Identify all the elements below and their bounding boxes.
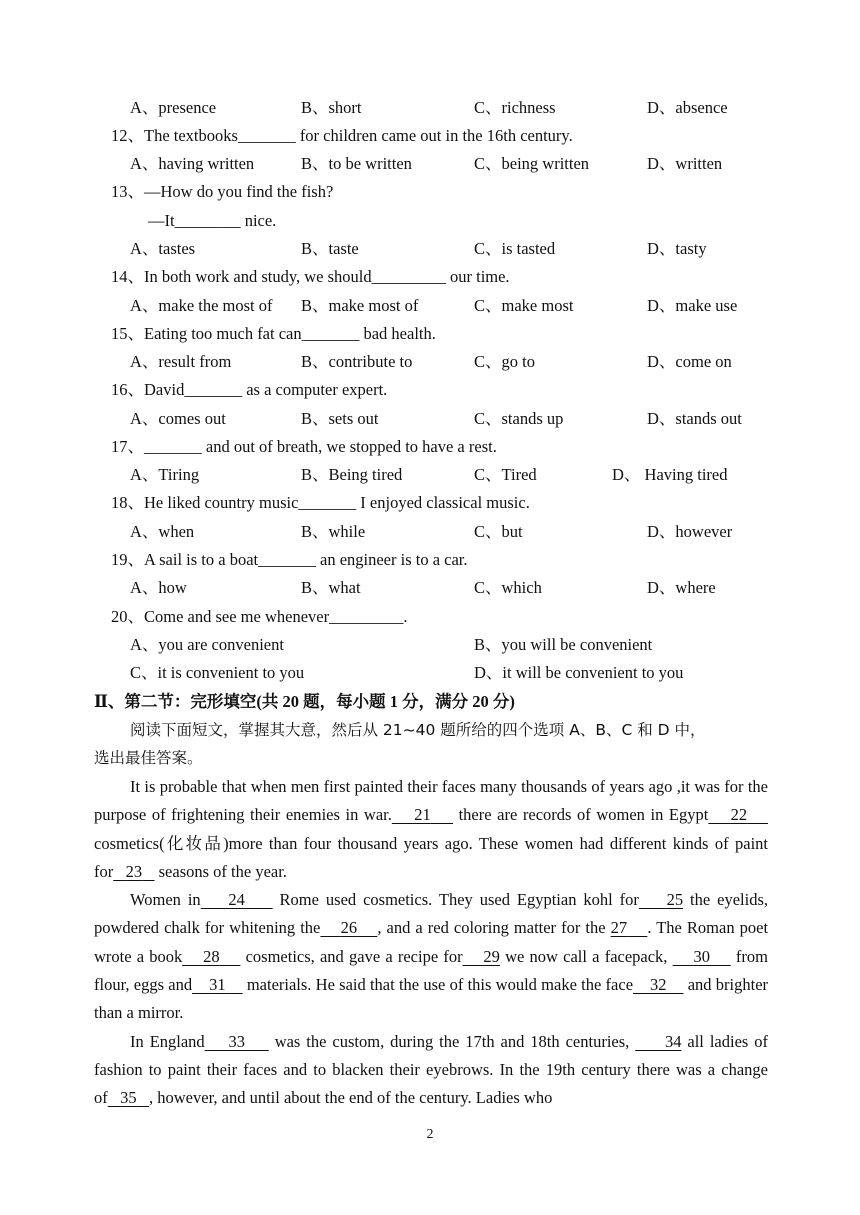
passage-text: , however, and until about the end of the century. Ladies who xyxy=(149,1088,553,1108)
passage-text: there are records of women in Egypt xyxy=(453,805,709,825)
passage-text: all ladies of fashion to paint their faces and to blacken their eyebrows. In the 19th century there was a change of xyxy=(94,1031,769,1108)
q16-stem: 16、David_______ as a computer expert. xyxy=(111,380,388,399)
q13-stem-response: —It________ nice. xyxy=(148,211,277,230)
q14-option-a: A、make the most of xyxy=(130,296,273,315)
section-instruction-line1: 阅读下面短文，掌握其大意，然后从 21~40 题所给的四个选项 A、B、C 和 D 中， xyxy=(130,721,706,739)
q19-option-c: C、which xyxy=(474,578,542,597)
blank-25 xyxy=(639,890,683,909)
passage-text: , and a red coloring matter for the xyxy=(377,918,611,938)
blank-34 xyxy=(635,1032,681,1051)
q14-option-d: D、make use xyxy=(647,296,738,315)
blank-29 xyxy=(463,947,500,966)
passage-text: was the custom, during the 17th and 18th centuries, xyxy=(268,1031,636,1051)
passage-text: we now call a facepack, xyxy=(499,946,673,966)
q15-stem: 15、Eating too much fat can_______ bad health. xyxy=(111,324,436,343)
blank-26 xyxy=(320,918,377,937)
blank-27 xyxy=(611,918,648,937)
q16-option-d: D、stands out xyxy=(647,409,742,428)
blank-31 xyxy=(192,975,242,994)
q12-option-b: B、to be written xyxy=(301,154,412,173)
blank-number: 24 xyxy=(228,890,245,910)
cloze-passage xyxy=(94,773,768,1113)
passage-paragraph-1 xyxy=(94,773,768,886)
q19-option-b: B、what xyxy=(301,578,361,597)
q19-stem: 19、A sail is to a boat_______ an engineer is to a car. xyxy=(111,550,468,569)
q20-option-c: C、it is convenient to you xyxy=(130,663,305,682)
page-number: 2 xyxy=(426,1127,434,1142)
q17-option-d: D、 Having tired xyxy=(612,465,728,484)
q18-option-b: B、while xyxy=(301,522,366,541)
blank-35 xyxy=(108,1088,149,1107)
q15-option-b: B、contribute to xyxy=(301,352,413,371)
q14-stem: 14、In both work and study, we should_________ our time. xyxy=(111,267,510,286)
blank-number: 21 xyxy=(414,805,431,825)
q14-option-c: C、make most xyxy=(474,296,574,315)
passage-text: Rome used cosmetics. They used Egyptian kohl for xyxy=(272,890,639,910)
q15-option-a: A、result from xyxy=(130,352,232,371)
q11-option-b: B、short xyxy=(301,98,362,117)
blank-number: 31 xyxy=(209,975,226,995)
passage-text: . The Roman poet wrote a book xyxy=(94,918,769,966)
blank-number: 27 xyxy=(610,918,628,938)
q17-option-a: A、Tiring xyxy=(130,465,200,484)
section-instruction-line2: 选出最佳答案。 xyxy=(94,749,203,767)
blank-number: 30 xyxy=(693,946,710,966)
passage-text: and brighter than a mirror. xyxy=(94,975,769,1023)
blank-number: 28 xyxy=(203,946,220,966)
passage-text: It is probable that when men first painted their faces many thousands of years ago ,it was for the purpose of frightening their enemies in war. xyxy=(94,777,768,825)
q19-option-a: A、how xyxy=(130,578,187,597)
passage-text: cosmetics(化妆品)more than four thousand years ago. These women had different kinds of paint for xyxy=(94,833,768,881)
q18-stem: 18、He liked country music_______ I enjoyed classical music. xyxy=(111,493,530,512)
blank-number: 22 xyxy=(730,805,748,825)
passage-paragraph-3 xyxy=(94,1028,768,1113)
q17-stem: 17、_______ and out of breath, we stopped to have a rest. xyxy=(111,437,497,456)
q11-option-c: C、richness xyxy=(474,98,556,117)
passage-text: Women in xyxy=(130,890,201,910)
q16-option-c: C、stands up xyxy=(474,409,564,428)
blank-21 xyxy=(392,805,453,824)
section-title: Ⅱ、第二节：完形填空(共 20 题，每小题 1 分，满分 20 分) xyxy=(94,692,515,711)
q13-option-b: B、taste xyxy=(301,239,359,258)
q13-option-d: D、tasty xyxy=(647,239,707,258)
blank-30 xyxy=(673,947,731,966)
q16-option-b: B、sets out xyxy=(301,409,379,428)
q13-stem: 13、—How do you find the fish? xyxy=(111,182,334,201)
q20-option-d: D、it will be convenient to you xyxy=(474,663,684,682)
q20-option-b: B、you will be convenient xyxy=(474,635,653,654)
blank-32 xyxy=(633,975,683,994)
blank-28 xyxy=(182,947,240,966)
passage-text: In England xyxy=(130,1031,205,1051)
q17-option-c: C、Tired xyxy=(474,465,537,484)
blank-number: 34 xyxy=(664,1031,682,1051)
q16-option-a: A、comes out xyxy=(130,409,226,428)
passage-text: seasons of the year. xyxy=(154,861,287,881)
passage-paragraph-2 xyxy=(94,886,768,1027)
q15-option-d: D、come on xyxy=(647,352,732,371)
blank-23 xyxy=(113,862,154,881)
blank-number: 33 xyxy=(228,1031,245,1051)
q14-option-b: B、make most of xyxy=(301,296,419,315)
blank-number: 25 xyxy=(666,890,684,910)
blank-24 xyxy=(201,890,273,909)
q12-option-c: C、being written xyxy=(474,154,590,173)
q11-option-a: A、presence xyxy=(130,98,217,117)
q12-stem: 12、The textbooks_______ for children came out in the 16th century. xyxy=(111,126,573,145)
q12-option-a: A、having written xyxy=(130,154,255,173)
q17-option-b: B、Being tired xyxy=(301,465,403,484)
blank-number: 23 xyxy=(125,861,143,881)
blank-33 xyxy=(205,1032,269,1051)
q20-stem: 20、Come and see me whenever_________. xyxy=(111,607,408,626)
passage-text: the eyelids, powdered chalk for whitening the xyxy=(94,890,769,938)
passage-text: from flour, eggs and xyxy=(94,946,769,995)
q18-option-d: D、however xyxy=(647,522,733,541)
q18-option-c: C、but xyxy=(474,522,523,541)
blank-22 xyxy=(708,805,768,824)
q12-option-d: D、written xyxy=(647,154,723,173)
passage-text: materials. He said that the use of this would make the face xyxy=(242,975,634,995)
q11-option-d: D、absence xyxy=(647,98,728,117)
blank-number: 32 xyxy=(650,975,667,995)
q13-option-a: A、tastes xyxy=(130,239,196,258)
blank-number: 35 xyxy=(120,1088,137,1108)
q20-option-a: A、you are convenient xyxy=(130,635,284,654)
q15-option-c: C、go to xyxy=(474,352,535,371)
q18-option-a: A、when xyxy=(130,522,195,541)
blank-number: 26 xyxy=(340,918,358,938)
q19-option-d: D、where xyxy=(647,578,716,597)
q13-option-c: C、is tasted xyxy=(474,239,556,258)
blank-number: 29 xyxy=(483,946,500,966)
passage-text: cosmetics, and gave a recipe for xyxy=(240,946,463,966)
